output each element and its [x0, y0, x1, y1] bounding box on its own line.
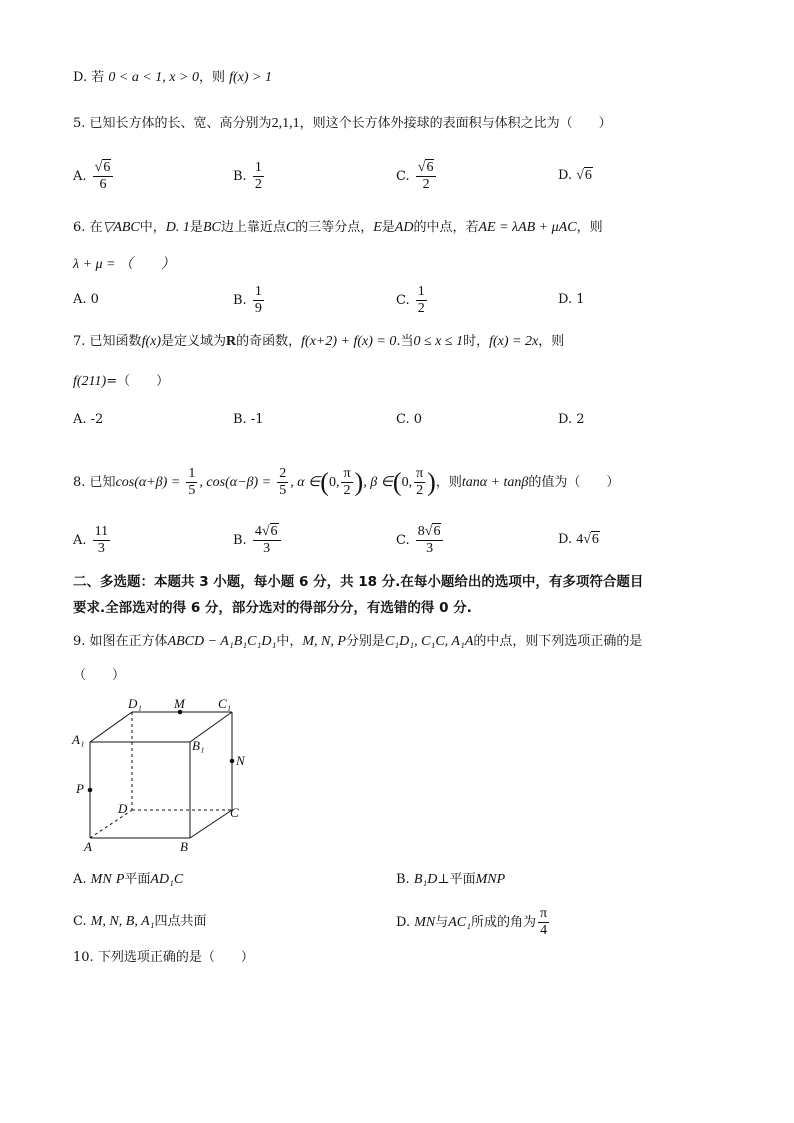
q6-option-d: D. 1	[558, 292, 585, 307]
label-b: B	[180, 839, 188, 854]
label-n: N	[236, 753, 245, 768]
q7-option-b: B. -1	[233, 412, 264, 427]
q10-stem: 10. 下列选项正确的是（ ）	[73, 950, 254, 965]
label-c: C	[230, 805, 239, 820]
q7-option-a: A. -2	[73, 412, 104, 427]
q7-stem: 7. 已知函数f(x)是定义域为R的奇函数，f(x+2) + f(x) = 0.当0 ≤ x ≤ 1时，f(x) = 2x，则	[73, 334, 565, 349]
label-d1: D₁	[128, 696, 142, 711]
q8-stem: 8. 已知cos(α+β) = $\frac{1}{5}$ , cos(α−β) = $\frac{2}{5}$ , α ∈(0, $\frac{\pi}{2}$ ), β ∈(0, $\frac{\pi}{2}$ )，则tanα + tanβ的值为（ ）	[73, 466, 620, 498]
label-d: D	[118, 801, 128, 816]
label-p: P	[76, 781, 84, 796]
q9-option-a: A. MN P平面AD₁C	[73, 872, 184, 887]
label-a1: A₁	[72, 732, 85, 747]
q6-option-a: A. 0	[73, 292, 99, 307]
q5-stem: 5. 已知长方体的长、宽、高分别为2,1,1，则这个长方体外接球的表面积与体积之比为（ ）	[73, 116, 612, 131]
label-c1: C₁	[218, 696, 232, 711]
point-p	[88, 788, 93, 793]
q5-option-b: B. $\frac{1}{2}$	[233, 160, 262, 192]
q6-stem-line2: λ + μ = （ ）	[73, 257, 175, 272]
label-b1: B₁	[192, 738, 205, 753]
section-heading-line1: 二、多选题：本题共 3 小题，每小题 6 分，共 18 分.在每小题给出的选项中，有多项符合题目	[73, 574, 644, 590]
point-n	[230, 759, 235, 764]
edge-bc	[190, 810, 232, 838]
q6-stem: 6. 在▽ABC中，D. 1是BC边上靠近点C的三等分点，E是AD的中点，若AE = λAB + μAC，则	[73, 220, 603, 235]
q8-option-d: D. 4√6	[558, 532, 599, 547]
q7-option-c: C. 0	[396, 412, 423, 427]
q9-option-c: C. M, N, B, A₁四点共面	[73, 914, 207, 929]
cube-figure	[70, 694, 270, 854]
q9-option-d: D. MN与AC₁所成的角为 $\frac{\pi}{4}$	[396, 906, 548, 938]
section-heading-line2: 要求.全部选对的得 6 分，部分选对的得部分分，有选错的得 0 分.	[73, 600, 472, 616]
q9-option-b: B. B₁D⊥平面MNP	[396, 872, 506, 887]
q7-stem-line2: f(211)=（ ）	[73, 374, 170, 389]
q5-option-d: D. √6	[558, 168, 592, 183]
q6-option-b: B. $\frac{1}{9}$	[233, 284, 262, 316]
q5-option-a: A. $\frac{√6}{6}$	[73, 160, 115, 193]
q9-stem: 9. 如图在正方体ABCD − A₁B₁C₁D₁中，M, N, P分别是C₁D₁, C₁C, A₁A的中点，则下列选项正确的是	[73, 634, 643, 649]
q6-option-c: C. $\frac{1}{2}$	[396, 284, 425, 316]
q8-option-b: B. $\frac{4√6}{3}$	[233, 524, 283, 557]
edge-a1d1	[90, 712, 132, 742]
q4-option-d: D. 若 0 < a < 1, x > 0，则 f(x) > 1	[73, 70, 272, 85]
label-m: M	[174, 696, 185, 711]
q8-option-a: A. $\frac{11}{3}$	[73, 524, 109, 556]
q5-option-c: C. $\frac{√6}{2}$	[396, 160, 438, 193]
q9-paren: （ ）	[73, 668, 126, 683]
q7-option-d: D. 2	[558, 412, 585, 427]
label-a: A	[84, 839, 92, 854]
q8-option-c: C. $\frac{8√6}{3}$	[396, 524, 445, 557]
